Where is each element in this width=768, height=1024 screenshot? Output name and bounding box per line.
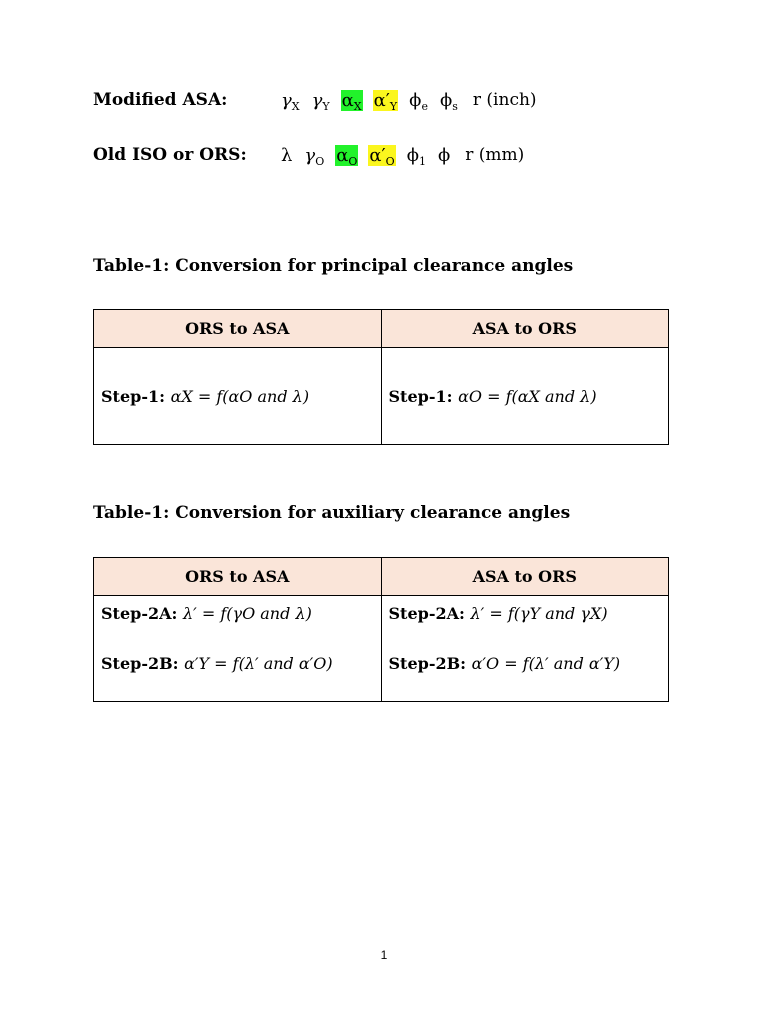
symbol-subscript: O bbox=[348, 154, 358, 168]
symbol-subscript: Y bbox=[322, 99, 330, 113]
angle-symbol bbox=[439, 90, 459, 111]
conversion-step bbox=[101, 387, 374, 406]
conversion-table-principal bbox=[93, 309, 669, 445]
row-label-ors: Old ISO or ORS: bbox=[93, 145, 247, 165]
symbol-subscript: X bbox=[353, 99, 362, 113]
angle-symbol bbox=[437, 145, 451, 166]
nose-radius-unit: r (mm) bbox=[465, 145, 525, 165]
symbol-base: ϕ bbox=[406, 144, 419, 166]
symbol-base: γ bbox=[311, 89, 323, 111]
table-cell-asa-to-ors bbox=[381, 596, 669, 702]
conversion-step bbox=[389, 654, 662, 673]
symbol-subscript: O bbox=[315, 154, 325, 168]
conversion-step bbox=[101, 604, 374, 623]
angle-symbol bbox=[280, 90, 301, 111]
symbol-base: ϕ bbox=[409, 89, 422, 111]
step-formula: λ′ = f(γY and γX) bbox=[470, 604, 608, 623]
symbol-subscript: Y bbox=[389, 99, 398, 113]
symbol-row-ors bbox=[93, 142, 524, 168]
row-label-asa: Modified ASA: bbox=[93, 90, 228, 110]
step-label: Step-1: bbox=[101, 386, 171, 406]
step-formula: α′O = f(λ′ and α′Y) bbox=[471, 654, 621, 673]
table-cell-ors-to-asa bbox=[94, 348, 382, 445]
symbol-base: λ bbox=[281, 144, 293, 166]
table-header-row bbox=[94, 310, 669, 348]
angle-symbol bbox=[303, 145, 325, 166]
column-header-ors-to-asa: ORS to ASA bbox=[94, 558, 382, 596]
angle-symbol bbox=[280, 145, 293, 166]
step-formula: αO = f(αX and λ) bbox=[458, 386, 597, 406]
symbol-subscript: O bbox=[385, 154, 395, 168]
step-label: Step-2A: bbox=[388, 604, 471, 623]
conversion-table-auxiliary bbox=[93, 557, 669, 702]
angle-symbol bbox=[368, 145, 395, 166]
step-label: Step-2A: bbox=[101, 604, 183, 623]
symbol-subscript: e bbox=[421, 99, 428, 113]
column-header-ors-to-asa: ORS to ASA bbox=[94, 310, 382, 348]
symbol-base: ϕ bbox=[437, 144, 451, 166]
table-row bbox=[94, 348, 669, 445]
table-row bbox=[94, 596, 669, 702]
symbol-subscript: s bbox=[452, 99, 458, 113]
conversion-step bbox=[101, 654, 374, 673]
symbol-base: ϕ bbox=[439, 89, 453, 111]
column-header-asa-to-ors: ASA to ORS bbox=[381, 558, 669, 596]
symbol-subscript: X bbox=[291, 99, 300, 113]
step-label: Step-2B: bbox=[101, 654, 185, 673]
symbol-list-asa bbox=[280, 90, 537, 111]
angle-symbol bbox=[311, 90, 331, 111]
symbol-subscript: 1 bbox=[418, 154, 426, 168]
symbol-row-asa bbox=[93, 87, 537, 113]
symbol-base: γ bbox=[281, 89, 292, 111]
conversion-step bbox=[389, 387, 662, 406]
conversion-step bbox=[389, 604, 662, 623]
step-label: Step-2B: bbox=[388, 654, 472, 673]
angle-symbol bbox=[373, 90, 399, 111]
angle-symbol bbox=[335, 145, 358, 166]
symbol-base: α′ bbox=[369, 144, 386, 166]
symbol-base: α bbox=[341, 89, 354, 111]
table-header-row bbox=[94, 558, 669, 596]
column-header-asa-to-ors: ASA to ORS bbox=[381, 310, 669, 348]
table-caption-principal: Table-1: Conversion for principal clearance angles bbox=[93, 256, 574, 276]
nose-radius-unit: r (inch) bbox=[472, 90, 537, 110]
table-cell-asa-to-ors bbox=[381, 348, 669, 445]
symbol-base: γ bbox=[304, 144, 316, 166]
step-label: Step-1: bbox=[388, 386, 459, 406]
symbol-base: α′ bbox=[373, 89, 390, 111]
angle-symbol bbox=[408, 90, 429, 111]
symbol-list-ors bbox=[280, 145, 524, 166]
step-formula: λ′ = f(γO and λ) bbox=[182, 604, 312, 623]
page-number: 1 bbox=[380, 948, 388, 962]
table-cell-ors-to-asa bbox=[94, 596, 382, 702]
step-formula: α′Y = f(λ′ and α′O) bbox=[184, 654, 333, 673]
step-formula: αX = f(αO and λ) bbox=[170, 386, 310, 406]
table-caption-auxiliary: Table-1: Conversion for auxiliary clearance angles bbox=[93, 503, 571, 523]
angle-symbol bbox=[341, 90, 363, 111]
angle-symbol bbox=[406, 145, 427, 166]
symbol-base: α bbox=[336, 144, 349, 166]
